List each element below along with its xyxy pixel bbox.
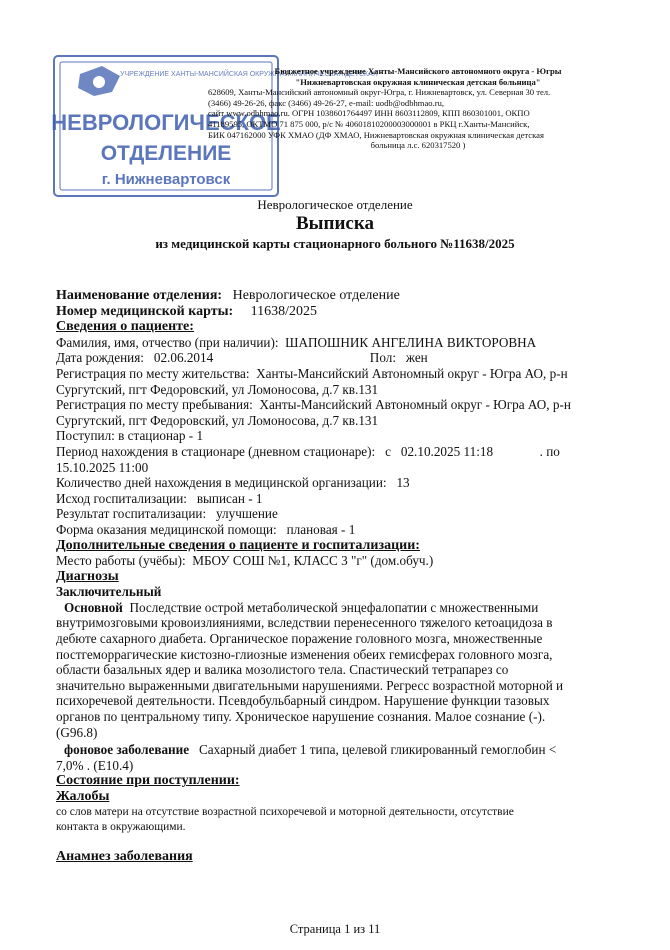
card-label: Номер медицинской карты:: [56, 303, 234, 319]
main-diagnosis-1: Последствие острой метаболической энцефалопатии с множественными: [129, 599, 539, 615]
main-diagnosis-9: (G96.8): [56, 724, 98, 740]
stay-value-1: Ханты-Мансийский Автономный округ - Югра АО, р-н: [259, 397, 571, 413]
stamp-line-2: ОТДЕЛЕНИЕ: [100, 142, 232, 165]
extra-section-header: Дополнительные сведения о пациенте и госпитализации:: [56, 537, 420, 553]
outcome-label: Исход госпитализации:: [56, 490, 187, 506]
work-label: Место работы (учёбы):: [56, 553, 186, 569]
document-title: Выписка: [296, 213, 374, 234]
stamp-top-arc: УЧРЕЖДЕНИЕ ХАНТЫ-МАНСИЙСКАЯ ОКРУЖНАЯ КЛИНИЧЕСКАЯ ДЕТСКАЯ: [120, 71, 378, 78]
stay-label: Регистрация по месту пребывания:: [56, 397, 253, 413]
period-from-prefix: с: [385, 443, 391, 459]
period-from: 02.10.2025 11:18: [400, 443, 494, 459]
org-line-2: "Нижневартовская окружная клиническая детская больница": [295, 76, 541, 87]
period-to-prefix: . по: [539, 443, 560, 459]
organization-header: [208, 66, 628, 151]
dept-value: Неврологическое отделение: [232, 288, 400, 303]
period-label: Период нахождения в стационаре (дневном стационаре):: [56, 443, 376, 459]
admitted-line: Поступил: в стационар - 1: [56, 428, 204, 444]
page-number: Страница 1 из 11: [289, 922, 381, 936]
days-value: 13: [396, 475, 410, 491]
department-heading: Неврологическое отделение: [257, 197, 413, 212]
sex-value: жен: [405, 350, 428, 366]
main-diagnosis-6: значительно выраженными двигательными нарушениями. Регресс возрастной моторной и: [56, 677, 564, 693]
stamp-line-1: НЕВРОЛОГИЧЕСКОЕ: [51, 110, 281, 135]
main-diagnosis-label: Основной: [64, 599, 123, 615]
outcome-value: выписан - 1: [196, 490, 263, 506]
document-subtitle: из медицинской карты стационарного больного №11638/2025: [155, 236, 515, 251]
sex-label: Пол:: [369, 350, 396, 366]
work-value: МБОУ СОШ №1, КЛАСС 3 "г" (дом.обуч.): [192, 553, 434, 569]
anamnesis-header: Анамнез заболевания: [56, 848, 193, 864]
days-label: Количество дней нахождения в медицинской организации:: [56, 475, 387, 491]
org-line-7: БИК 047162000 УФК ХМАО (ДФ ХМАО, Нижневартовская окружная клиническая детская: [208, 129, 544, 140]
main-diagnosis-8: органов по центральному типу. Хроническое нарушение сознания. Малое сознание (-).: [56, 709, 546, 725]
complaints-header: Жалобы: [56, 789, 110, 804]
dob-value: 02.06.2014: [153, 350, 214, 366]
background-disease-2: 7,0% . (E10.4): [56, 757, 134, 773]
background-disease-1: Сахарный диабет 1 типа, целевой гликированный гемоглобин <: [199, 742, 557, 758]
stamp-emblem-icon: [78, 66, 120, 96]
name-value: ШАПОШНИК АНГЕЛИНА ВИКТОРОВНА: [285, 334, 537, 350]
result-label: Результат госпитализации:: [56, 506, 207, 522]
result-value: улучшение: [216, 506, 278, 522]
main-diagnosis-4: постгеморрагические кистозно-глиозные изменения обеих гемисферах головного мозга,: [56, 646, 553, 662]
diagnosis-final: Заключительный: [56, 584, 162, 600]
residence-value-1: Ханты-Мансийский Автономный округ - Югра АО, р-н: [256, 365, 568, 381]
stamp-line-3: г. Нижневартовск: [101, 171, 231, 188]
name-label: Фамилия, имя, отчество (при наличии):: [56, 334, 279, 350]
main-diagnosis-7: психоречевой деятельности. Псевдобульбарный синдром. Нарушение функции тазовых: [56, 693, 550, 709]
dept-label: Наименование отделения:: [56, 288, 223, 303]
org-line-5: сайт www.odbhmao.ru. ОГРН 1038601764497 ИНН 8603112809, КПП 860301001, ОКПО: [208, 108, 530, 119]
stay-value-2: Сургутский, пгт Федоровский, ул Ломоносова, д.7 кв.131: [56, 412, 379, 428]
org-line-6: 41189595, ОКТМО 71 875 000, р/с № 40601810200003000001 в РКЦ г.Ханты-Мансийск,: [208, 118, 530, 129]
residence-label: Регистрация по месту жительства:: [56, 365, 250, 381]
org-line-1: Бюджетное учреждение Ханты-Мансийского автономного округа - Югры: [274, 66, 562, 76]
patient-section-header: Сведения о пациенте:: [56, 319, 194, 335]
complaints-text-1: со слов матери на отсутствие возрастной психоречевой и моторной деятельности, отсутствие: [56, 805, 514, 818]
period-to: 15.10.2025 11:00: [56, 459, 149, 475]
diagnoses-header: Диагнозы: [56, 568, 119, 584]
form-label: Форма оказания медицинской помощи:: [56, 521, 277, 537]
main-diagnosis-5: области базальных ядер и валика мозолистого тела. Спастический тетрапарез со: [56, 662, 509, 678]
complaints-text-2: контакта в окружающими.: [56, 820, 186, 833]
card-value: 11638/2025: [250, 303, 318, 319]
org-line-3: 628609, Ханты-Мансийский автономный округ-Югра, г. Нижневартовск, ул. Северная 30 тел.: [208, 87, 551, 98]
main-diagnosis-3: дебюте сахарного диабета. Органическое поражение головного мозга, множественные: [56, 631, 543, 647]
org-line-4: (3466) 49-26-26, факс (3466) 49-26-27, e-mail: uodb@odbhmao.ru,: [208, 97, 445, 108]
residence-value-2: Сургутский, пгт Федоровский, ул Ломоносова, д.7 кв.131: [56, 381, 379, 397]
dob-label: Дата рождения:: [56, 350, 144, 366]
org-line-8: больница л.с. 620317520 ): [370, 140, 466, 151]
admission-header: Состояние при поступлении:: [56, 773, 240, 789]
background-disease-label: фоновое заболевание: [64, 742, 190, 758]
form-value: плановая - 1: [286, 521, 356, 537]
main-diagnosis-2: внутримозговыми кровоизлияниями, вследствии перенесенного тяжелого кетоацидоза в: [56, 615, 553, 631]
document-body: [56, 288, 632, 864]
